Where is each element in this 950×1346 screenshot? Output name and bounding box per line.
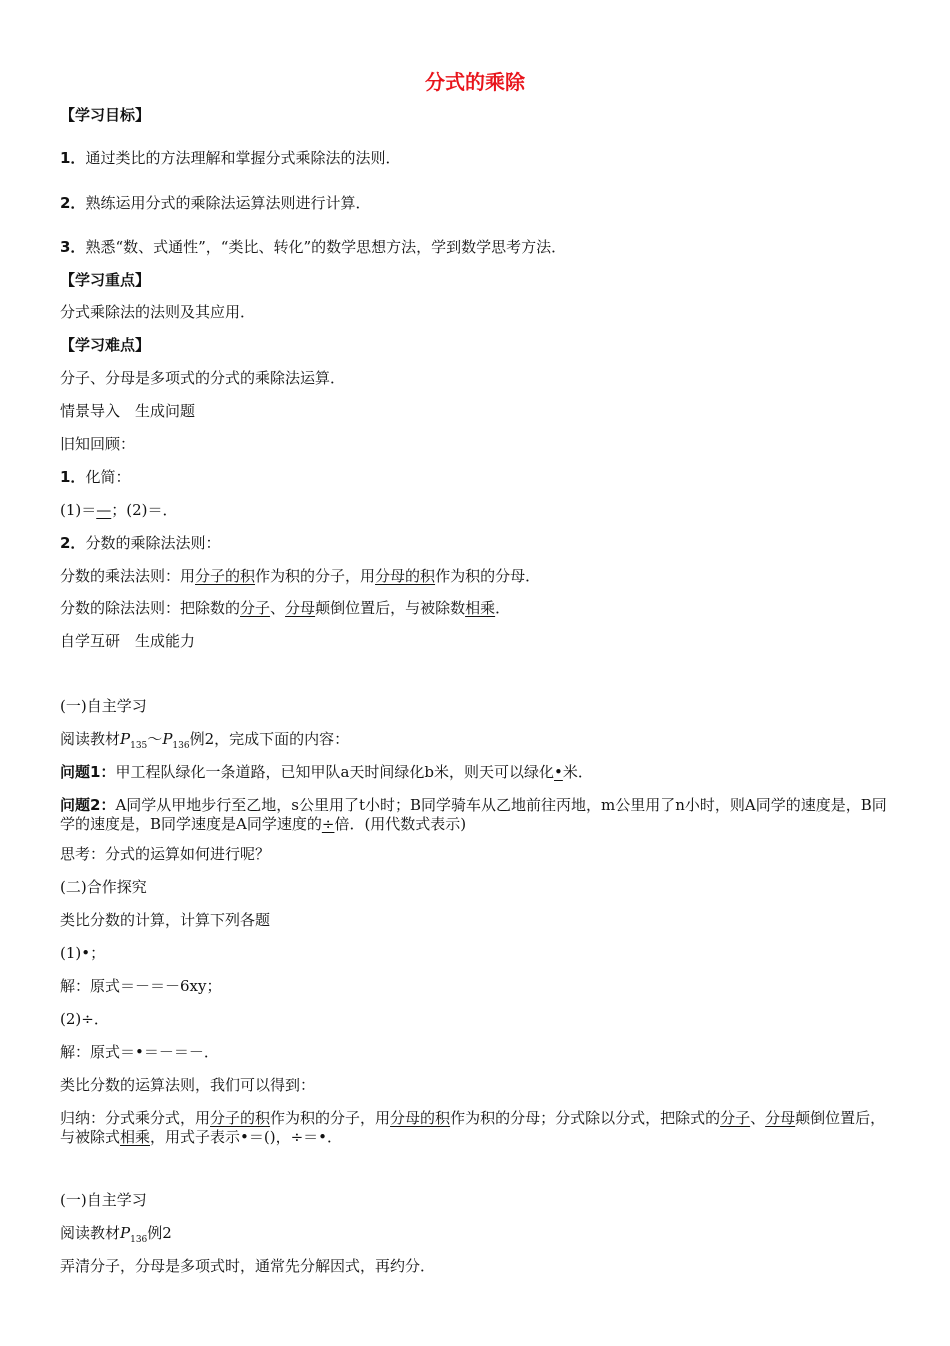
review-question-1-line: (1)＝—；(2)＝． [60,501,178,519]
part1-reading: 阅读教材$P_{135}\sim P_{136}$例2，完成下面的内容： [60,730,350,751]
part3-note: 弄清分子，分母是多项式时，通常先分解因式，再约分． [60,1257,436,1275]
self-study-heading: 自学互研 生成能力 [60,632,196,650]
objective-item-1: 1．通过类比的方法理解和掌握分式乘除法的法则． [60,149,401,167]
review-question-1: 1．化简： [60,468,131,486]
part1-heading: (一)自主学习 [60,697,147,715]
review-label: 旧知回顾： [60,435,136,453]
objectives-heading: 【学习目标】 [60,106,151,124]
summary-rule: 归纳：分式乘分式，用分子的积作为积的分子，用分母的积作为积的分母；分式除以分式，把除式的分子、分母颠倒位置后，与被除式相乘，用式子表示•＝()，÷＝•． [60,1109,886,1146]
key-points-text: 分式乘除法的法则及其应用． [60,303,256,321]
review-question-2: 2．分数的乘除法法则： [60,534,221,552]
part3-reading: 阅读教材$P_{136}$例2 [60,1224,172,1245]
problem-2: 问题2：A同学从甲地步行至乙地，s公里用了t小时；B同学骑车从乙地前往丙地，m公里用了n小时，则A同学的速度是，B同学的速度是，B同学速度是A同学速度的÷倍．(用代数式表示) [60,796,887,833]
solution-2: 解：原式＝•＝－＝－． [60,1043,219,1061]
objective-item-3: 3．熟悉“数、式通性”，“类比、转化”的数学思想方法，学到数学思考方法． [60,238,567,256]
analogy-text: 类比分数的运算法则，我们可以得到： [60,1076,316,1094]
objective-item-2: 2．熟练运用分式的乘除法运算法则进行计算． [60,194,371,212]
think-prompt: 思考：分式的运算如何进行呢？ [60,845,271,863]
solution-1: 解：原式＝－＝－6xy； [60,977,222,995]
part2-intro: 类比分数的计算，计算下列各题 [60,911,271,929]
multiplication-rule: 分数的乘法法则：用分子的积作为积的分子，用分母的积作为积的分母． [60,567,541,585]
part2-heading: (二)合作探究 [60,878,147,896]
difficulty-heading: 【学习难点】 [60,336,151,354]
exercise-1: (1)•； [60,944,106,962]
page-title: 分式的乘除 [425,70,525,94]
problem-1: 问题1：甲工程队绿化一条道路，已知甲队a天时间绿化b米，则天可以绿化•米． [60,763,593,781]
part3-heading: (一)自主学习 [60,1191,147,1209]
key-points-heading: 【学习重点】 [60,271,151,289]
division-rule: 分数的除法法则：把除数的分子、分母颠倒位置后，与被除数相乘． [60,599,511,617]
intro-heading: 情景导入 生成问题 [60,402,196,420]
exercise-2: (2)÷． [60,1010,109,1028]
difficulty-text: 分子、分母是多项式的分式的乘除法运算． [60,369,346,387]
